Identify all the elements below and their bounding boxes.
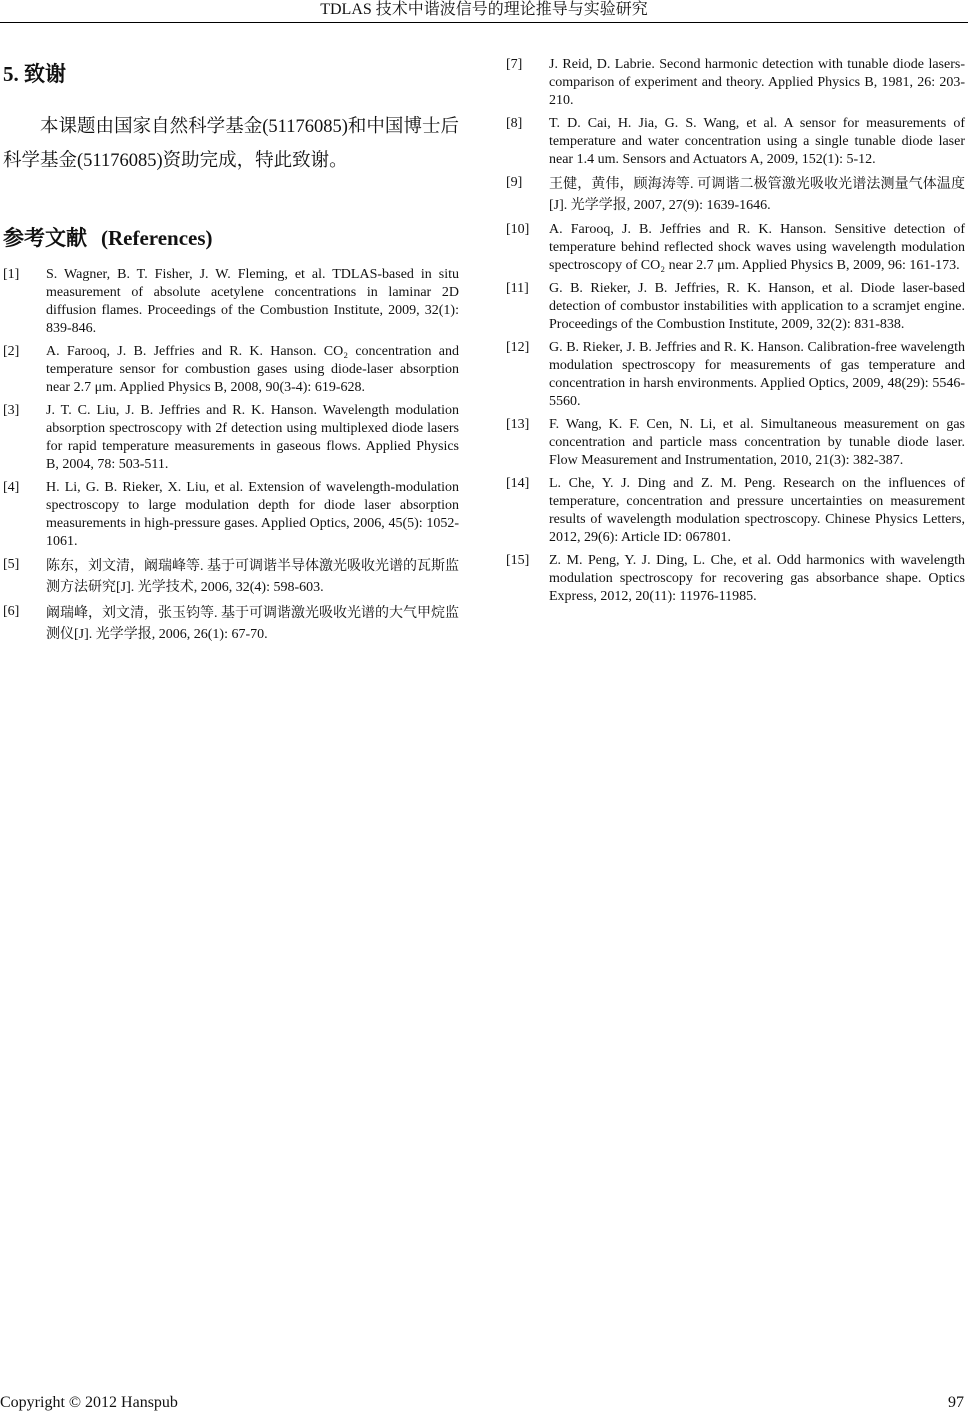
left-column <box>3 60 459 650</box>
reference-number: [5] <box>3 557 20 572</box>
reference-number: [12] <box>506 340 530 355</box>
reference-number: [6] <box>3 604 20 619</box>
reference-item <box>3 266 459 338</box>
reference-number: [14] <box>506 476 530 491</box>
reference-number: [13] <box>506 417 530 432</box>
reference-item <box>506 174 965 216</box>
right-column <box>506 56 965 611</box>
reference-text: H. Li, G. B. Rieker, X. Liu, et al. Extension of wavelength-modulation spectroscopy to large modulation depth for diode laser absorption measurements in high-pressure gases. Applied Optics, 2006, 45(5): 1052-1061. <box>46 480 459 549</box>
reference-text: J. T. C. Liu, J. B. Jeffries and R. K. Hanson. Wavelength modulation absorption spectroscopy with 2f detection using multiplexed diode lasers for rapid temperature measurements in gaseous flows. Applied Physics B, 2004, 78: 503-511. <box>46 403 459 472</box>
reference-item <box>506 416 965 470</box>
reference-number: [15] <box>506 553 530 568</box>
reference-text: G. B. Rieker, J. B. Jeffries and R. K. Hanson. Calibration-free wavelength modulation spectroscopy for measurements of gas temperature and concentration in harsh environments. Applied Optics, 2009, 48(29): 5546-5560. <box>549 340 965 409</box>
reference-text: J. Reid, D. Labrie. Second harmonic detection with tunable diode lasers-comparison of experiment and theory. Applied Physics B, 1981, 26: 203-210. <box>549 57 965 108</box>
references-heading-en: (References) <box>101 226 213 250</box>
reference-text: T. D. Cai, H. Jia, G. S. Wang, et al. A sensor for measurements of temperature and water concentration using a single tunable diode laser near 1.4 um. Sensors and Actuators A, 2009, 152(1): 5-12. <box>549 116 965 167</box>
reference-text: S. Wagner, B. T. Fisher, J. W. Fleming, et al. TDLAS-based in situ measurement of absolute acetylene concentrations in laminar 2D diffusion flames. Proceedings of the Combustion Institute, 2009, 32(1): 839-846. <box>46 267 459 336</box>
reference-item <box>506 552 965 606</box>
reference-number: [9] <box>506 175 523 190</box>
reference-text: A. Farooq, J. B. Jeffries and R. K. Hanson. Sensitive detection of temperature behind reflected shock waves using wavelength modulation spectroscopy of CO₂ near 2.7 μm. Applied Physics B, 2009, 96: 161-173. <box>549 222 965 273</box>
reference-item <box>3 479 459 551</box>
acknowledgement-heading: 5. 致谢 <box>3 62 66 86</box>
reference-text: F. Wang, K. F. Cen, N. Li, et al. Simultaneous measurement on gas concentration and particle mass concentration by tunable diode laser. Flow Measurement and Instrumentation, 2010, 21(3): 382-387. <box>549 417 965 468</box>
reference-list-left <box>3 266 459 645</box>
page-number: 97 <box>948 1394 964 1411</box>
reference-number: [10] <box>506 222 530 237</box>
reference-item <box>506 280 965 334</box>
reference-item <box>3 603 459 645</box>
reference-number: [7] <box>506 57 523 72</box>
acknowledgement-text: 本课题由国家自然科学基金(51176085)和中国博士后科学基金(51176085)资助完成，特此致谢。 <box>3 117 459 171</box>
reference-number: [2] <box>3 344 20 359</box>
reference-item <box>3 556 459 598</box>
reference-item <box>506 475 965 547</box>
reference-item <box>3 402 459 474</box>
reference-list-right <box>506 56 965 606</box>
running-head: TDLAS 技术中谐波信号的理论推导与实验研究 <box>320 1 648 18</box>
reference-item <box>3 343 459 397</box>
reference-number: [8] <box>506 116 523 131</box>
reference-number: [1] <box>3 267 20 282</box>
reference-text: Z. M. Peng, Y. J. Ding, L. Che, et al. Odd harmonics with wavelength modulation spectroscopy for recovering gas absorbance shape. Optics Express, 2012, 20(11): 11976-11985. <box>549 553 965 604</box>
reference-item <box>506 339 965 411</box>
reference-number: [4] <box>3 480 20 495</box>
reference-text: L. Che, Y. J. Ding and Z. M. Peng. Research on the influences of temperature, concentration and pressure uncertainties on measurement results of wavelength modulation spectroscopy. Chinese Physics Letters, 2012, 29(6): Article ID: 067801. <box>549 476 965 545</box>
references-heading <box>3 224 459 252</box>
header-rule <box>0 22 968 23</box>
reference-text: 王健，黄伟，顾海涛等. 可调谐二极管激光吸收光谱法测量气体温度[J]. 光学学报, 2007, 27(9): 1639-1646. <box>549 177 965 213</box>
reference-item <box>506 56 965 110</box>
reference-text: G. B. Rieker, J. B. Jeffries, R. K. Hanson, et al. Diode laser-based detection of combustor instabilities with application to a scramjet engine. Proceedings of the Combustion Institute, 2009, 32(2): 831-838. <box>549 281 965 332</box>
reference-number: [3] <box>3 403 20 418</box>
reference-text: 陈东，刘文清，阚瑞峰等. 基于可调谐半导体激光吸收光谱的瓦斯监测方法研究[J]. 光学技术, 2006, 32(4): 598-603. <box>46 559 459 595</box>
reference-number: [11] <box>506 281 529 296</box>
reference-text: A. Farooq, J. B. Jeffries and R. K. Hanson. CO₂ concentration and temperature sensor for combustion gases using diode-laser absorption near 2.7 μm. Applied Physics B, 2008, 90(3-4): 619-628. <box>46 344 459 395</box>
reference-item <box>506 221 965 275</box>
copyright-notice: Copyright © 2012 Hanspub <box>0 1394 178 1411</box>
references-heading-zh: 参考文献 <box>3 226 87 250</box>
reference-text: 阚瑞峰，刘文清，张玉钧等. 基于可调谐激光吸收光谱的大气甲烷监测仪[J]. 光学学报, 2006, 26(1): 67-70. <box>46 606 459 642</box>
reference-item <box>506 115 965 169</box>
